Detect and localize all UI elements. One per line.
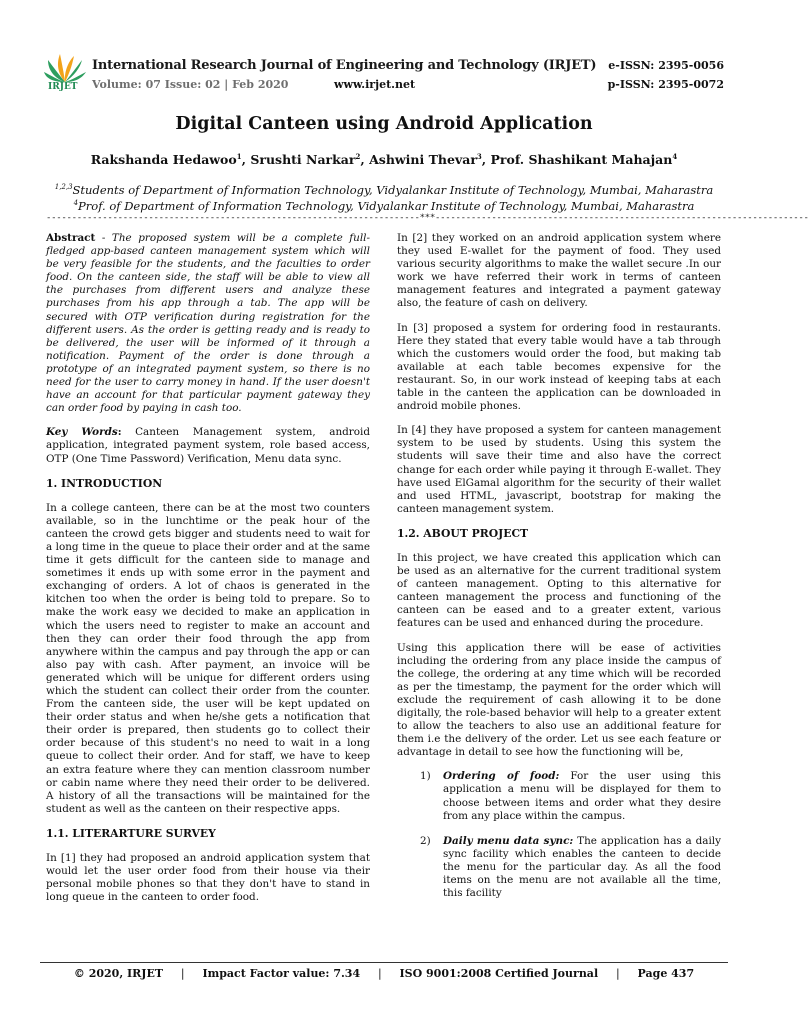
list-item-title: Daily menu data sync: [443, 834, 574, 847]
footer-copyright: © 2020, IRJET [73, 967, 164, 980]
volume-issue: Volume: 07 Issue: 02 | Feb 2020 [92, 78, 289, 91]
footer-page: Page 437 [637, 967, 695, 980]
paragraph: In [3] proposed a system for ordering food in restaurants. Here they stated that every table would have a tab through which the customers would order the food, but making tab available at each table becomes expensive for the restaurant. So, in our work instead of keeping tabs at each table in the canteen the application can be downloaded in android mobile phones. [397, 321, 721, 413]
abstract-text: The proposed system will be a complete full-fledged app-based canteen management system which will be very feasible for the students, and the faculties to order food. On the canteen side, the staff will be able to view all the purchases from different users and analyze these purchases from his app through a tab. The app will be secured with OTP verification during registration for the different users. As the order is getting ready and is ready to be delivered, the user will be informed of it through a notification. Payment of the order is done through a prototype of an integrated payment system, so there is no need for the user to carry money in hand. If the user doesn't have an account for that particular payment gateway they can order food by paying in cash too. [46, 232, 370, 415]
author: Rakshanda Hedawoo [90, 152, 237, 167]
list-item-title: Ordering of food: [443, 770, 560, 783]
affiliation-2 [0, 199, 768, 213]
keywords-text: Canteen Management system, android application, integrated payment system, role based access, OTP (One Time Password) Verification, Menu data sync. [46, 426, 370, 465]
affiliation-sup: 1,2,3 [54, 183, 73, 192]
footer-sep: | [377, 967, 382, 980]
about-heading: 1.2. ABOUT PROJECT [397, 526, 529, 540]
keywords-label: Key Words [46, 426, 118, 439]
paragraph: In this project, we have created this application which can be used as an alternative for the current traditional system of canteen management. Opting to this alternative for canteen management the process and functioning of the canteen can be eased and to a greater extent, various features can be used and enhanced during the procedure. [397, 551, 721, 630]
footer-sep: | [615, 967, 620, 980]
keywords-colon: : [117, 426, 122, 439]
author-sup: 2 [355, 151, 361, 161]
footer-sep: | [180, 967, 185, 980]
list-item-text: The application has a daily sync facility which enables the canteen to decide the menu for the particular day. As all the food items on the menu are not available all the time, this facility [443, 834, 721, 900]
paragraph: In [4] they have proposed a system for canteen management system to be used by students. Using this system the students will save their time and also have the correct change for each order while paying it through E-wallet. They have used ElGamal algorithm for the security of their wallet and used HTML, javascript, bootstrap for making the canteen management system. [397, 424, 721, 515]
survey-heading: 1.1. LITERARTURE SURVEY [46, 826, 216, 840]
journal-url[interactable]: www.irjet.net [334, 78, 416, 91]
page-footer [0, 967, 768, 980]
author-list [0, 152, 768, 167]
journal-title: International Research Journal of Engineering and Technology (IRJET) [92, 58, 597, 73]
separator-dashes-left: ------------------------------------------------------------------------- [46, 213, 420, 223]
author-sup: 1 [236, 151, 242, 161]
list-item [397, 835, 721, 900]
list-item [397, 770, 721, 822]
affiliation-sup: 4 [73, 199, 79, 208]
author-sup: 4 [672, 151, 678, 161]
footer-iso: ISO 9001:2008 Certified Journal [399, 967, 599, 980]
affiliation-text: Students of Department of Information Technology, Vidyalankar Institute of Technology, Mumbai, Maharastra [72, 183, 714, 197]
paragraph: In [2] they worked on an android application system where they used E-wallet for the payment of food. They used various security algorithms to make the wallet secure .In our work we have referred their work in terms of canteen management features and integrated a payment gateway also, the feature of cash on delivery. [397, 232, 721, 310]
author: Prof. Shashikant Mahajan [490, 152, 673, 167]
author: Ashwini Thevar [369, 152, 477, 167]
list-number: 1) [420, 770, 431, 783]
affiliation-text: Prof. of Department of Information Technology, Vidyalankar Institute of Technology, Mumbai, Maharastra [78, 199, 695, 213]
author-sep: , [481, 152, 491, 167]
author: Srushti Narkar [250, 152, 356, 167]
abstract-dash: - [95, 232, 112, 244]
journal-header [44, 52, 724, 100]
author-sep: , [241, 152, 251, 167]
list-number: 2) [420, 834, 431, 847]
list-item-text: For the user using this application a menu will be displayed for them to choose between items and order what they desire from any place within the campus. [443, 770, 721, 822]
section-separator [46, 213, 809, 223]
paper-title: Digital Canteen using Android Application [175, 114, 593, 134]
separator-dashes-right: ------------------------------------------------------------------------- [435, 213, 809, 223]
affiliation-1 [0, 183, 768, 197]
author-sup: 3 [476, 151, 482, 161]
p-issn: p-ISSN: 2395-0072 [607, 78, 724, 91]
footer-impact: Impact Factor value: 7.34 [202, 967, 361, 980]
separator-mark: *** [419, 213, 436, 223]
left-column [46, 232, 370, 915]
intro-heading: 1. INTRODUCTION [46, 476, 163, 490]
e-issn: e-ISSN: 2395-0056 [608, 59, 724, 72]
survey-text: In [1] they had proposed an android application system that would let the user order food from their house via their personal mobile phones so that they don't have to stand in long queue in the canteen to order food. [46, 852, 370, 904]
author-sep: , [360, 152, 370, 167]
abstract [46, 232, 370, 415]
intro-text: In a college canteen, there can be at the most two counters available, so in the lunchtime or the peak hour of the canteen the crowd gets bigger and students need to wait for a long time in the queue to place their order and at the same time it gets difficult for the canteen side to manage and sometimes it ends up with some error in the payment and exchanging of orders. A lot of chaos is generated in the kitchen too when the order is being told to prepare. So to make the work easy we decided to make an application in which the users need to register to make an account and then they can order their food through the app from anywhere within the campus and pay through the app or can also pay with cash. After payment, an invoice will be generated which will be unique for different orders using which the student can collect their order from the counter. From the canteen side, the user will be kept updated on their order status and when he/she gets a notification that their order is prepared, then students go to collect their order because of this student's no need to wait in a long queue to collect their order. And for staff, we have to keep an extra feature where they can mention classroom number or cabin name where they need their order to be delivered. A history of all the transactions will be maintained for the student as well as the canteen on their respective apps. [46, 501, 370, 815]
logo-text: IRJET [48, 82, 78, 92]
right-column [397, 232, 721, 912]
irjet-logo-icon [44, 52, 86, 96]
footer-divider [40, 962, 728, 963]
keywords [46, 426, 370, 465]
paragraph: Using this application there will be ease of activities including the ordering from any place inside the campus of the college, the ordering at any time which will be recorded as per the timestamp, the payment for the order which will exclude the requirement of cash allowing it to be done digitally, the role-based behavior will help to a greater extent to allow the teachers to also use an additional feature for them i.e the delivery of the order. Let us see each feature or advantage in detail to see how the functioning will be, [397, 641, 721, 759]
abstract-label: Abstract [46, 232, 96, 244]
